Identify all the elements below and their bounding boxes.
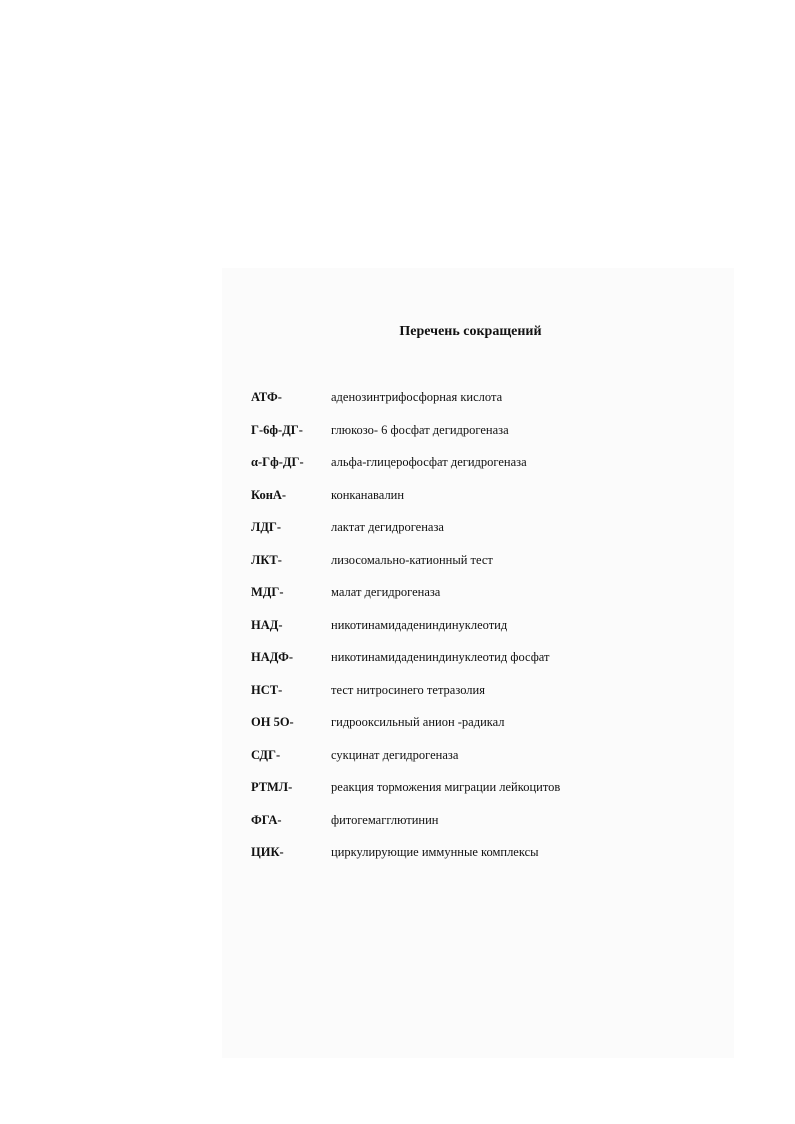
- abbreviation-definition: тест нитросинего тетразолия: [331, 682, 485, 697]
- abbreviation-definition: лактат дегидрогеназа: [331, 520, 444, 534]
- abbreviation-term: НАД-: [251, 617, 283, 632]
- abbreviation-term: ФГА-: [251, 812, 282, 827]
- abbreviation-definition: глюкозо- 6 фосфат дегидрогеназа: [331, 422, 509, 437]
- abbreviation-row: [251, 810, 560, 843]
- abbreviation-definition: сукцинат дегидрогеназа: [331, 747, 459, 762]
- abbreviation-term: α-Гф-ДГ-: [251, 455, 304, 469]
- abbreviation-definition: аденозинтрифосфорная кислота: [331, 390, 503, 404]
- abbreviation-row: [251, 842, 560, 875]
- abbreviation-definition: циркулирующие иммунные комплексы: [331, 845, 539, 859]
- abbreviation-row: [251, 517, 560, 550]
- abbreviation-row: [251, 582, 560, 615]
- page-title: Перечень сокращений: [399, 324, 542, 339]
- abbreviation-definition: гидрооксильный анион -радикал: [331, 715, 505, 729]
- abbreviation-row: [251, 712, 560, 745]
- abbreviation-definition: фитогемагглютинин: [331, 812, 439, 827]
- abbreviation-term: ОН 5О-: [251, 715, 294, 729]
- abbreviation-definition: никотинамидадениндинуклеотид фосфат: [331, 650, 550, 664]
- abbreviation-row: [251, 777, 560, 810]
- abbreviation-term: АТФ-: [251, 390, 282, 404]
- abbreviation-row: [251, 452, 560, 485]
- abbreviation-definition: малат дегидрогеназа: [331, 585, 441, 599]
- abbreviation-row: [251, 550, 560, 583]
- abbreviation-row: [251, 485, 560, 518]
- abbreviation-definition: альфа-глицерофосфат дегидрогеназа: [331, 455, 527, 469]
- abbreviation-term: СДГ-: [251, 747, 281, 762]
- abbreviation-definition: реакция торможения миграции лейкоцитов: [331, 780, 561, 794]
- abbreviation-term: НАДФ-: [251, 650, 294, 664]
- abbreviation-term: КонА-: [251, 487, 287, 502]
- abbreviation-row: [251, 387, 560, 420]
- abbreviation-term: РТМЛ-: [251, 780, 293, 794]
- abbreviation-row: [251, 745, 560, 778]
- abbreviation-term: МДГ-: [251, 585, 284, 599]
- abbreviation-row: [251, 615, 560, 648]
- abbreviation-definition: конканавалин: [331, 487, 405, 502]
- abbreviation-term: ЦИК-: [251, 845, 284, 859]
- abbreviation-term: ЛКТ-: [251, 552, 282, 567]
- abbreviation-term: Г-6ф-ДГ-: [251, 422, 303, 437]
- abbreviation-definition: лизосомально-катионный тест: [331, 552, 493, 567]
- abbreviation-definition: никотинамидадениндинуклеотид: [331, 617, 508, 632]
- abbreviation-row: [251, 420, 560, 453]
- abbreviation-row: [251, 680, 560, 713]
- abbreviation-term: ЛДГ-: [251, 520, 282, 534]
- abbreviation-term: НСТ-: [251, 682, 283, 697]
- abbreviation-list: [251, 387, 560, 875]
- abbreviation-row: [251, 647, 560, 680]
